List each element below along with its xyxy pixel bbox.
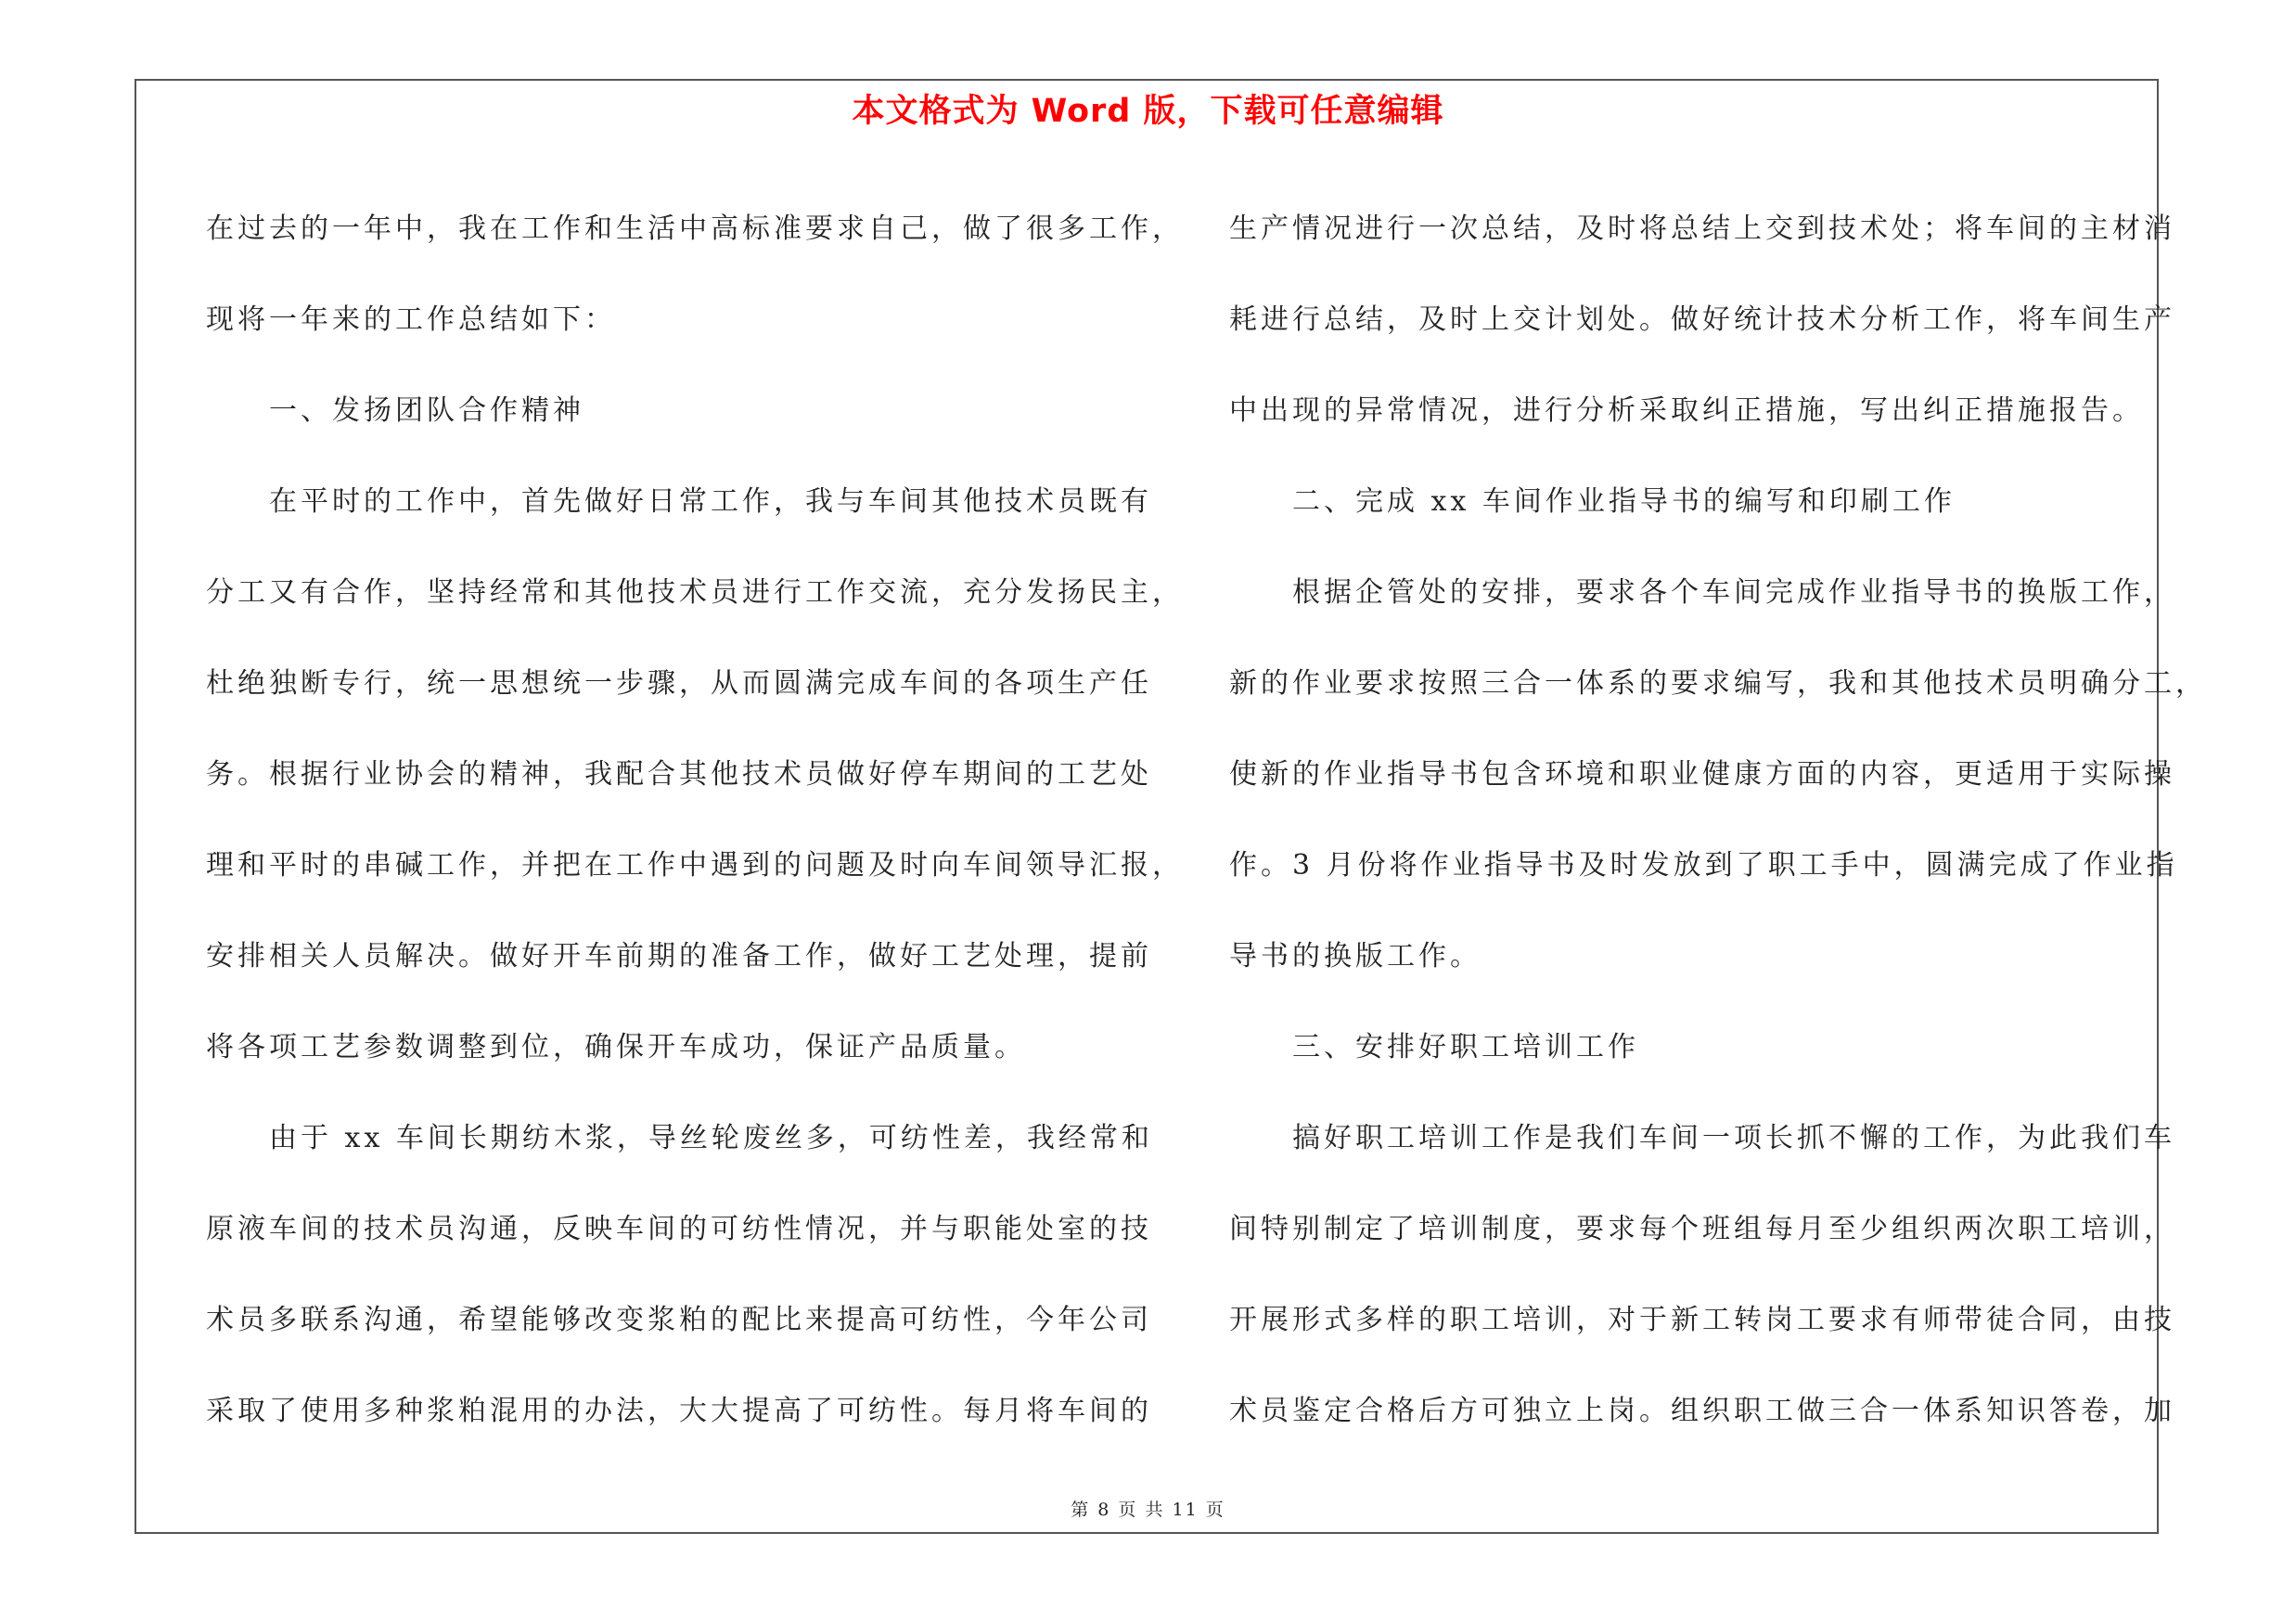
left-column <box>206 184 1184 1457</box>
text-line: 分工又有合作，坚持经常和其他技术员进行工作交流，充分发扬民主， <box>206 576 1184 609</box>
section-heading: 一、发扬团队合作精神 <box>206 394 584 427</box>
text-line: 术员鉴定合格后方可独立上岗。组织职工做三合一体系知识答卷，加 <box>1229 1395 2175 1427</box>
text-line: 原液车间的技术员沟通，反映车间的可纺性情况，并与职能处室的技 <box>206 1213 1152 1245</box>
text-line: 将各项工艺参数调整到位，确保开车成功，保证产品质量。 <box>206 1031 1026 1063</box>
text-line: 务。根据行业协会的精神，我配合其他技术员做好停车期间的工艺处 <box>206 758 1152 791</box>
text-line: 开展形式多样的职工培训，对于新工转岗工要求有师带徒合同，由技 <box>1229 1304 2175 1336</box>
text-line: 在过去的一年中，我在工作和生活中高标准要求自己，做了很多工作， <box>206 213 1184 245</box>
footer-prefix: 第 <box>1071 1500 1091 1520</box>
footer-suffix: 页 <box>1205 1500 1225 1520</box>
text-line: 现将一年来的工作总结如下： <box>206 303 616 336</box>
text-line: 作。3 月份将作业指导书及时发放到了职工手中，圆满完成了作业指 <box>1229 849 2178 882</box>
text-line: 采取了使用多种浆粕混用的办法，大大提高了可纺性。每月将车间的 <box>206 1395 1152 1427</box>
right-column <box>1229 184 2207 1457</box>
text-line: 由于 xx 车间长期纺木浆，导丝轮废丝多，可纺性差，我经常和 <box>206 1122 1153 1154</box>
text-line: 根据企管处的安排，要求各个车间完成作业指导书的换版工作， <box>1229 576 2175 609</box>
text-line: 理和平时的串碱工作，并把在工作中遇到的问题及时向车间领导汇报， <box>206 849 1184 882</box>
text-line: 导书的换版工作。 <box>1229 940 1481 973</box>
section-heading: 三、安排好职工培训工作 <box>1229 1031 1639 1063</box>
page-total: 11 <box>1172 1500 1199 1520</box>
footer-mid: 页 共 <box>1118 1500 1165 1520</box>
text-line: 中出现的异常情况，进行分析采取纠正措施，写出纠正措施报告。 <box>1229 394 2144 427</box>
text-line: 搞好职工培训工作是我们车间一项长抓不懈的工作，为此我们车 <box>1229 1122 2175 1154</box>
page-number: 8 <box>1097 1500 1111 1520</box>
text-line: 术员多联系沟通，希望能够改变浆粕的配比来提高可纺性，今年公司 <box>206 1304 1152 1336</box>
text-line: 在平时的工作中，首先做好日常工作，我与车间其他技术员既有 <box>206 485 1152 518</box>
text-line: 耗进行总结，及时上交计划处。做好统计技术分析工作，将车间生产 <box>1229 303 2175 336</box>
text-line: 生产情况进行一次总结，及时将总结上交到技术处；将车间的主材消 <box>1229 213 2175 245</box>
text-line: 使新的作业指导书包含环境和职业健康方面的内容，更适用于实际操 <box>1229 758 2175 791</box>
format-notice-banner: 本文格式为 Word 版，下载可任意编辑 <box>852 93 1444 130</box>
section-heading: 二、完成 xx 车间作业指导书的编写和印刷工作 <box>1229 485 1956 518</box>
text-line: 间特别制定了培训制度，要求每个班组每月至少组织两次职工培训， <box>1229 1213 2175 1245</box>
text-line: 安排相关人员解决。做好开车前期的准备工作，做好工艺处理，提前 <box>206 940 1152 973</box>
page-footer <box>0 1496 2296 1521</box>
text-line: 杜绝独断专行，统一思想统一步骤，从而圆满完成车间的各项生产任 <box>206 667 1152 700</box>
text-line: 新的作业要求按照三合一体系的要求编写，我和其他技术员明确分工， <box>1229 667 2207 700</box>
